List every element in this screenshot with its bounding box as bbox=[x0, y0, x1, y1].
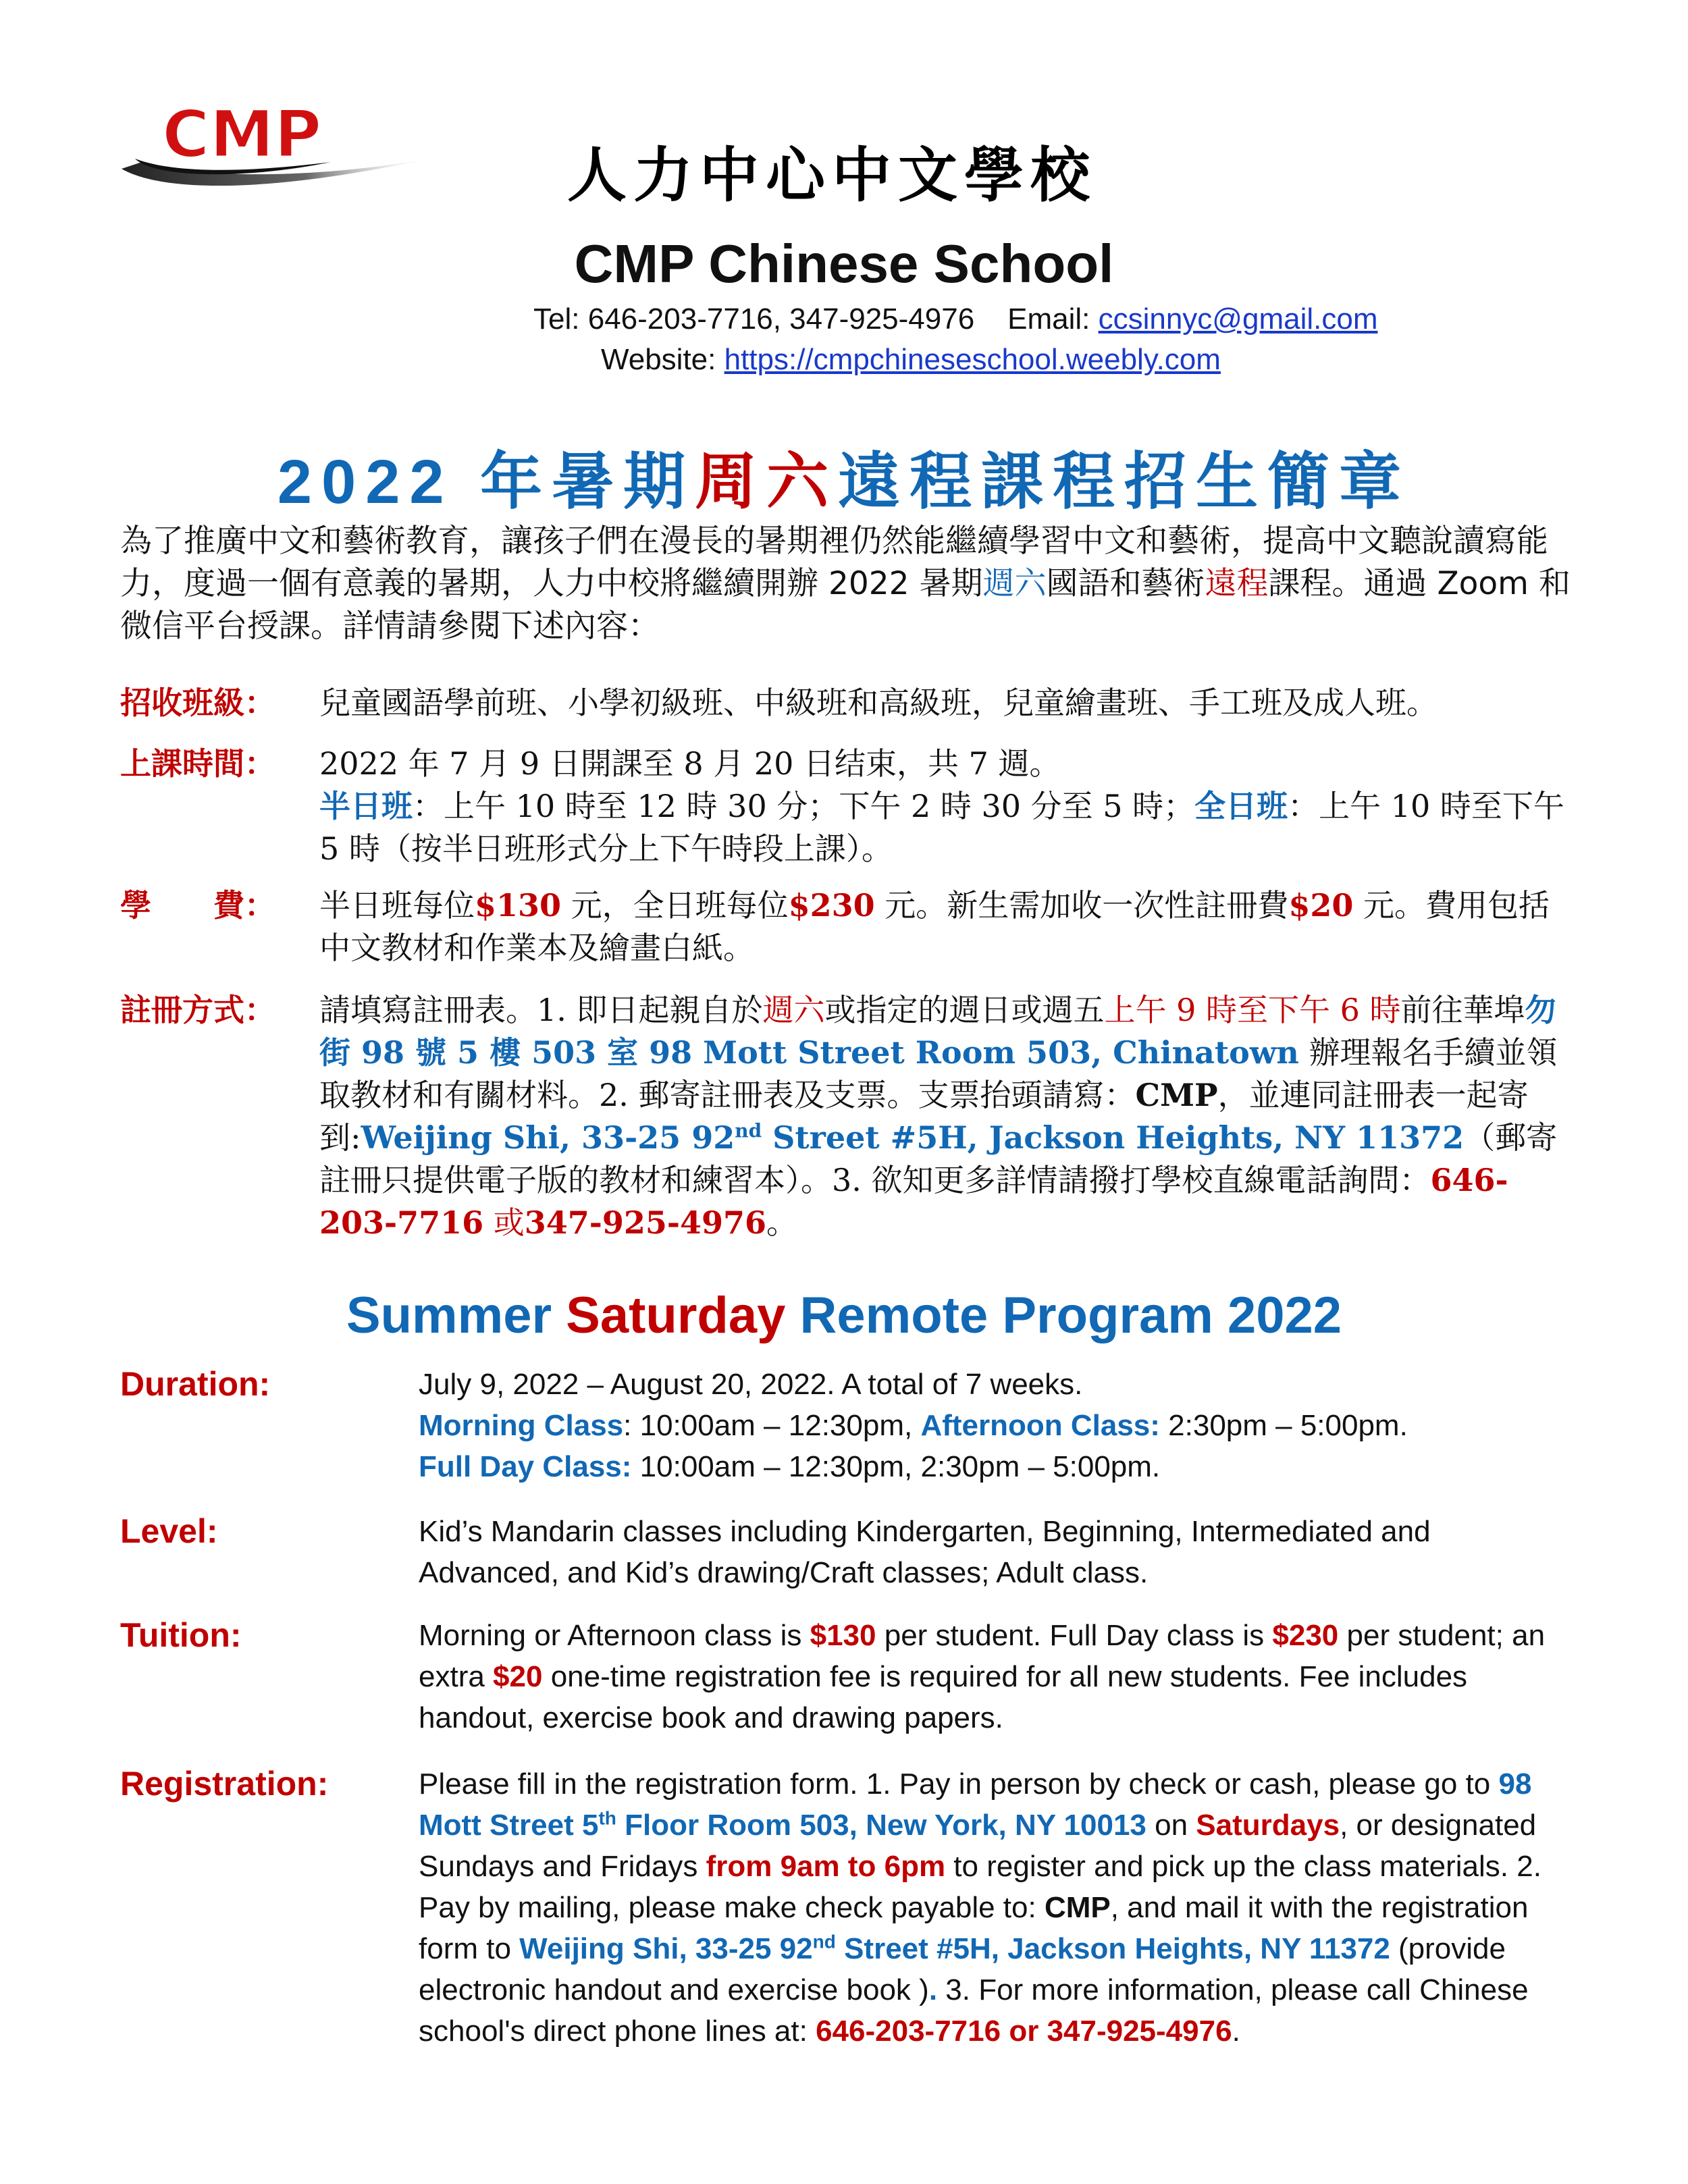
reg-hours: 上午 9 時至下午 6 時 bbox=[1104, 992, 1401, 1028]
afternoon-label: Afternoon Class: bbox=[920, 1409, 1160, 1442]
intro-remote: 遠程 bbox=[1205, 565, 1269, 602]
reg-text-part: 請填寫註冊表。1. 即日起親自於 bbox=[319, 992, 763, 1028]
fee-text-part: 元，全日班每位 bbox=[561, 887, 789, 924]
reg-text-part: 。 bbox=[766, 1204, 798, 1241]
fee-text-part: 元。費用包括中文教材和作業本及繪畫白紙。 bbox=[319, 887, 1550, 966]
reg-phone1: 646-203-7716 bbox=[319, 1162, 1508, 1241]
address-part: Floor Room 503, New York, NY 10013 bbox=[616, 1809, 1146, 1842]
title-cn-saturday: 周六 bbox=[695, 448, 839, 516]
intro-text: 國語和藝術 bbox=[1046, 565, 1205, 602]
tuition-text-part: per student. Full Day class is bbox=[876, 1619, 1273, 1652]
fee-text bbox=[319, 884, 1575, 969]
title-en-saturday: Saturday bbox=[566, 1287, 786, 1344]
tuition-half: $130 bbox=[810, 1619, 876, 1652]
full-day-label: 全日班 bbox=[1194, 788, 1288, 824]
fee-registration: $20 bbox=[1288, 887, 1354, 924]
level-label: Level: bbox=[120, 1512, 218, 1550]
time-line2 bbox=[319, 785, 1575, 870]
reg-saturday: 週六 bbox=[762, 992, 825, 1028]
address-part: 98 Mott Street 5 bbox=[419, 1767, 1532, 1842]
logo-text: CMP bbox=[162, 97, 322, 172]
reg-dot: . bbox=[928, 1973, 938, 2006]
title-cn-part: 2022 年暑期 bbox=[277, 448, 695, 516]
title-en-part: Remote Program 2022 bbox=[785, 1287, 1342, 1344]
time-row-cn bbox=[120, 743, 1572, 871]
reg-text-part: on bbox=[1146, 1809, 1196, 1842]
reg-payee: CMP bbox=[1135, 1077, 1218, 1113]
half-day-label: 半日班 bbox=[319, 788, 413, 824]
mail-address-sup: nd bbox=[735, 1119, 762, 1142]
contact-line bbox=[533, 302, 1377, 336]
intro-text: 課程。通過 Zoom 和微信平台授課。詳情請參閱下述內容： bbox=[120, 565, 1571, 645]
classes-text: 兒童國語學前班、小學初級班、中級班和高級班，兒童繪畫班、手工班及成人班。 bbox=[319, 685, 1438, 721]
tuition-text-part: Morning or Afternoon class is bbox=[419, 1619, 810, 1652]
reg-hours: from 9am to 6pm bbox=[706, 1850, 946, 1883]
reg-text-part: （郵寄註冊只提供電子版的教材和練習本）。3. 欲知更多詳情請撥打學校直線電話詢問： bbox=[319, 1119, 1558, 1198]
duration-label: Duration: bbox=[120, 1365, 271, 1403]
tuition-text-part: per student; an extra bbox=[419, 1619, 1546, 1693]
registration-text bbox=[419, 1763, 1566, 2052]
fee-full: $230 bbox=[788, 887, 875, 924]
mail-address-sup: nd bbox=[812, 1931, 836, 1952]
registration-label: Registration: bbox=[120, 1765, 329, 1803]
reg-mail-address bbox=[361, 1119, 1465, 1156]
reg-text-part: . bbox=[1232, 2015, 1240, 2048]
registration-row bbox=[120, 1763, 1572, 2060]
time-text bbox=[319, 743, 1575, 870]
reg-saturdays: Saturdays bbox=[1196, 1809, 1340, 1842]
tuition-row bbox=[120, 1615, 1572, 1743]
reg-address: 勿街 98 號 5 樓 503 室 98 Mott Street Room 503, Chinatown bbox=[319, 992, 1556, 1071]
tel-value: 646-203-7716, 347-925-4976 bbox=[587, 302, 975, 336]
reg-text-part: , or designated Sundays and Fridays bbox=[419, 1809, 1537, 1883]
reg-text-part: Please fill in the registration form. 1. Pay in person by check or cash, please go to bbox=[419, 1767, 1499, 1801]
intro-saturday: 週六 bbox=[982, 565, 1047, 602]
reg-text-part: , and mail it with the registration form to bbox=[419, 1891, 1529, 1965]
tuition-registration: $20 bbox=[493, 1660, 543, 1693]
school-name-en: CMP Chinese School bbox=[574, 234, 1114, 294]
tuition-full: $230 bbox=[1272, 1619, 1339, 1652]
fee-label: 學 費： bbox=[120, 887, 275, 924]
cmp-logo bbox=[115, 95, 432, 196]
afternoon-text: 2:30pm – 5:00pm. bbox=[1159, 1409, 1408, 1442]
mail-address-part: Weijing Shi, 33-25 92 bbox=[361, 1119, 735, 1156]
reg-text-part: (provide electronic handout and exercise book ) bbox=[419, 1932, 1506, 2006]
registration-text-cn bbox=[319, 989, 1575, 1244]
reg-mail-address bbox=[519, 1932, 1390, 1965]
fee-row-cn bbox=[120, 884, 1572, 972]
fee-text-part: 半日班每位 bbox=[319, 887, 475, 924]
intro-paragraph-cn bbox=[120, 520, 1572, 647]
time-label: 上課時間： bbox=[120, 745, 275, 782]
title-cn bbox=[0, 432, 1688, 521]
duration-line2 bbox=[419, 1405, 1566, 1446]
title-en bbox=[0, 1286, 1688, 1345]
mail-address-part: Street #5H, Jackson Heights, NY 11372 bbox=[762, 1119, 1465, 1156]
tuition-label: Tuition: bbox=[120, 1616, 242, 1654]
fullday-label: Full Day Class: bbox=[419, 1450, 632, 1483]
website-line bbox=[601, 343, 1221, 377]
school-name-cn: 人力中心中文學校 bbox=[567, 140, 1097, 210]
classes-row-cn bbox=[120, 682, 1572, 724]
full-day-text: ：上午 10 時至下午 5 時（按半日班形式分上下午時段上課）。 bbox=[319, 788, 1564, 867]
reg-or: 或 bbox=[483, 1204, 525, 1241]
email-label: Email: bbox=[1007, 302, 1090, 336]
reg-text-part: 辦理報名手續並領取教材和有關材料。2. 郵寄註冊表及支票。支票抬頭請寫： bbox=[319, 1034, 1558, 1113]
registration-row-cn bbox=[120, 989, 1572, 1252]
tuition-text bbox=[419, 1615, 1566, 1738]
duration-line3 bbox=[419, 1446, 1566, 1487]
level-row bbox=[120, 1511, 1572, 1599]
tel-label: Tel: bbox=[533, 302, 580, 336]
duration-line1: July 9, 2022 – August 20, 2022. A total of 7 weeks. bbox=[419, 1368, 1083, 1401]
duration-row bbox=[120, 1364, 1572, 1492]
morning-text: : 10:00am – 12:30pm, bbox=[623, 1409, 921, 1442]
reg-text-part: 或指定的週日或週五 bbox=[824, 992, 1105, 1028]
registration-label-cn: 註冊方式： bbox=[120, 992, 275, 1028]
reg-phones: 646-203-7716 or 347-925-4976 bbox=[816, 2015, 1232, 2048]
tuition-text-part: one-time registration fee is required for all new students. Fee includes handout, exercise book and drawing papers. bbox=[419, 1660, 1468, 1734]
address-sup: th bbox=[598, 1807, 616, 1829]
reg-text-part: 3. For more information, please call Chinese school's direct phone lines at: bbox=[419, 1973, 1529, 2048]
reg-payee: CMP bbox=[1044, 1891, 1111, 1924]
time-line1: 2022 年 7 月 9 日開課至 8 月 20 日结束，共 7 週。 bbox=[319, 745, 1061, 782]
mail-address-part: Weijing Shi, 33-25 92 bbox=[519, 1932, 813, 1965]
fee-half: $130 bbox=[475, 887, 562, 924]
classes-label: 招收班級： bbox=[120, 685, 275, 721]
title-cn-part: 遠程課程招生簡章 bbox=[838, 448, 1411, 516]
fullday-text: 10:00am – 12:30pm, 2:30pm – 5:00pm. bbox=[631, 1450, 1161, 1483]
morning-label: Morning Class bbox=[419, 1409, 624, 1442]
reg-text-part: to register and pick up the class materials. 2. Pay by mailing, please make check payable to: bbox=[419, 1850, 1541, 1924]
website-label: Website: bbox=[601, 343, 716, 376]
duration-text bbox=[419, 1364, 1566, 1487]
reg-phone2: 347-925-4976 bbox=[524, 1204, 767, 1241]
reg-text-part: 前往華埠 bbox=[1400, 992, 1525, 1028]
title-en-part: Summer bbox=[346, 1287, 566, 1344]
website-link[interactable]: https://cmpchineseschool.weebly.com bbox=[724, 343, 1221, 376]
fee-text-part: 元。新生需加收一次性註冊費 bbox=[874, 887, 1289, 924]
reg-text-part: ，並連同註冊表一起寄到: bbox=[319, 1077, 1529, 1156]
intro-text: 為了推廣中文和藝術教育，讓孩子們在漫長的暑期裡仍然能繼續學習中文和藝術，提高中文聽說讀寫能力，度過一個有意義的暑期，人力中校將繼續開辦 2022 暑期 bbox=[120, 523, 1548, 602]
level-text: Kid’s Mandarin classes including Kindergarten, Beginning, Intermediated and Advanced, and Kid’s drawing/Craft classes; Adult class. bbox=[419, 1515, 1431, 1589]
half-day-text: ：上午 10 時至 12 時 30 分；下午 2 時 30 分至 5 時； bbox=[413, 788, 1195, 824]
mail-address-part: Street #5H, Jackson Heights, NY 11372 bbox=[835, 1932, 1390, 1965]
email-link[interactable]: ccsinnyc@gmail.com bbox=[1098, 302, 1378, 336]
